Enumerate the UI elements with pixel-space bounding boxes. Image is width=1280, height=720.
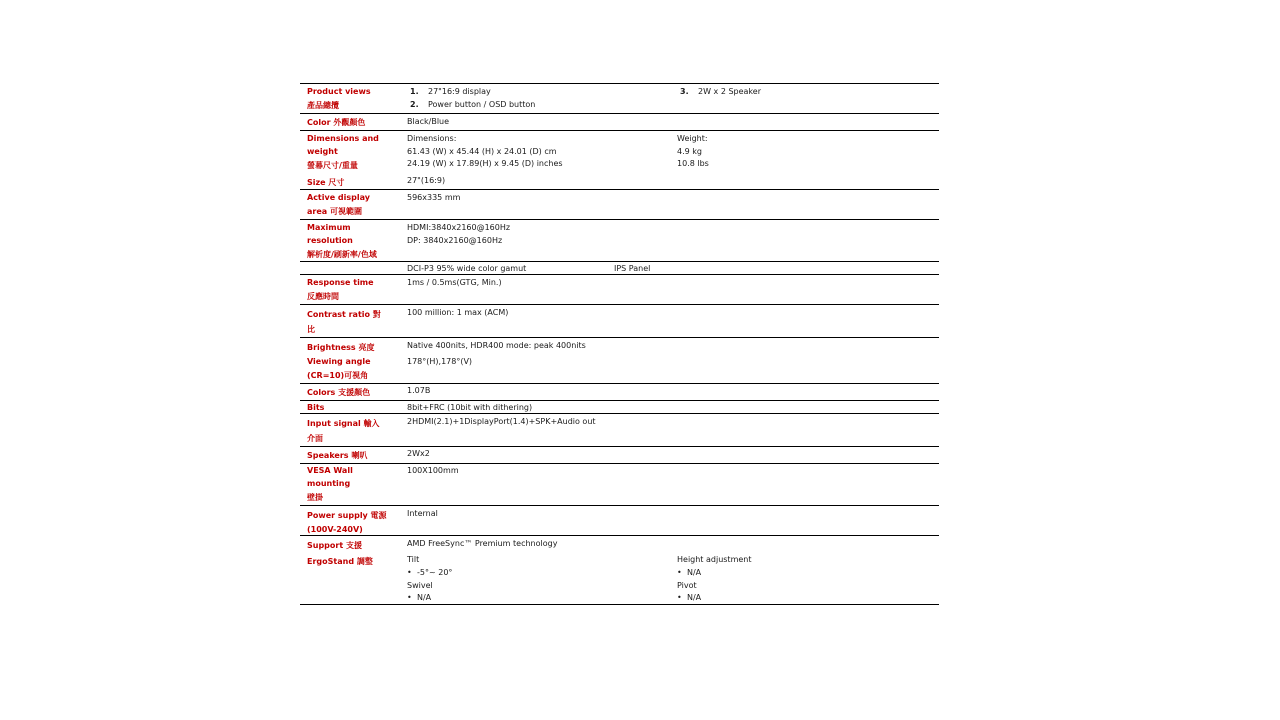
input-signal-label: Input signal 輸入 (307, 419, 380, 428)
dimensions-label-zh: 螢幕尺寸/重量 (307, 161, 358, 170)
power-supply-value: Internal (407, 509, 438, 518)
bits-label: Bits (307, 403, 325, 412)
row-product-views (300, 84, 939, 112)
item-number: 1. (410, 87, 419, 96)
dimensions-label: Dimensions and (307, 134, 379, 143)
brightness-value: Native 400nits, HDR400 mode: peak 400nits (407, 341, 586, 350)
bullet-icon: • (677, 568, 682, 577)
height-item (677, 566, 701, 579)
product-views-label-zh: 產品總攬 (307, 101, 339, 110)
max-resolution-label-zh: 解析度/刷新率/色域 (307, 250, 377, 259)
bullet-icon: • (407, 568, 412, 577)
vesa-label: VESA Wall (307, 466, 353, 475)
max-resolution-label: resolution (307, 236, 353, 245)
support-value: AMD FreeSync™ Premium technology (407, 539, 558, 548)
bullet-icon: • (407, 593, 412, 602)
swivel-value: N/A (417, 593, 432, 602)
active-area-label: area 可視範圍 (307, 207, 362, 216)
pivot-item (677, 591, 701, 604)
vesa-value: 100X100mm (407, 466, 459, 475)
height-adjustment-value: N/A (687, 568, 702, 577)
vesa-label-zh: 壁掛 (307, 493, 323, 502)
viewing-angle-label: Viewing angle (307, 357, 371, 366)
dimensions-label: weight (307, 147, 338, 156)
response-time-value: 1ms / 0.5ms(GTG, Min.) (407, 278, 502, 287)
colors-value: 1.07B (407, 386, 431, 395)
row-gamut (300, 261, 939, 274)
weight-lbs: 10.8 lbs (677, 159, 709, 168)
row-input-signal (300, 413, 939, 446)
row-vesa (300, 463, 939, 505)
pivot-title: Pivot (677, 581, 697, 590)
input-signal-label: 介面 (307, 434, 323, 443)
viewing-angle-value: 178°(H),178°(V) (407, 357, 473, 366)
dimensions-cm: 61.43 (W) x 45.44 (H) x 24.01 (D) cm (407, 147, 557, 156)
dp-resolution: DP: 3840x2160@160Hz (407, 236, 503, 245)
size-label: Size 尺寸 (307, 178, 345, 187)
swivel-item (407, 591, 431, 604)
contrast-label: Contrast ratio 對 (307, 310, 381, 319)
weight-kg: 4.9 kg (677, 147, 702, 156)
dimensions-inches: 24.19 (W) x 17.89(H) x 9.45 (D) inches (407, 159, 563, 168)
color-value: Black/Blue (407, 117, 450, 126)
panel-type: IPS Panel (614, 264, 651, 273)
item-number: 2. (410, 100, 419, 109)
row-max-resolution (300, 219, 939, 261)
bullet-icon: • (677, 593, 682, 602)
hdmi-resolution: HDMI:3840x2160@160Hz (407, 223, 511, 232)
row-speakers (300, 446, 939, 463)
response-time-label-zh: 反應時間 (307, 292, 339, 301)
dimensions-title: Dimensions: (407, 134, 457, 143)
row-power-supply (300, 505, 939, 535)
swivel-title: Swivel (407, 581, 433, 590)
row-dimensions (300, 130, 939, 189)
contrast-value: 100 million: 1 max (ACM) (407, 308, 509, 317)
product-view-item: 27"16:9 display (428, 87, 491, 96)
active-area-label: Active display (307, 193, 370, 202)
color-label: Color 外觀顏色 (307, 118, 366, 127)
product-views-label: Product views (307, 87, 371, 96)
tilt-title: Tilt (407, 555, 420, 564)
tilt-value: -5°~ 20° (417, 568, 453, 577)
product-view-item: Power button / OSD button (428, 100, 536, 109)
weight-title: Weight: (677, 134, 708, 143)
size-value: 27"(16:9) (407, 176, 446, 185)
power-supply-label: Power supply 電源 (307, 511, 387, 520)
row-colors (300, 383, 939, 400)
height-adjustment-title: Height adjustment (677, 555, 752, 564)
input-signal-value: 2HDMI(2.1)+1DisplayPort(1.4)+SPK+Audio out (407, 417, 596, 426)
pivot-value: N/A (687, 593, 702, 602)
brightness-label: Brightness 亮度 (307, 343, 375, 352)
product-view-item: 2W x 2 Speaker (698, 87, 761, 96)
speakers-value: 2Wx2 (407, 449, 430, 458)
vesa-label: mounting (307, 479, 351, 488)
tilt-item (407, 566, 452, 579)
row-color (300, 113, 939, 130)
power-supply-label: (100V-240V) (307, 525, 363, 534)
support-label: Support 支援 (307, 541, 362, 550)
row-support-ergostand (300, 535, 939, 604)
row-contrast (300, 304, 939, 337)
row-brightness (300, 337, 939, 383)
row-bits (300, 400, 939, 413)
max-resolution-label: Maximum (307, 223, 351, 232)
speakers-label: Speakers 喇叭 (307, 451, 368, 460)
colors-label: Colors 支援顏色 (307, 388, 371, 397)
bits-value: 8bit+FRC (10bit with dithering) (407, 403, 533, 412)
contrast-label: 比 (307, 325, 315, 334)
row-active-area (300, 189, 939, 219)
gamut-value: DCI-P3 95% wide color gamut (407, 264, 527, 273)
viewing-angle-label: (CR=10)可視角 (307, 371, 369, 380)
ergostand-label: ErgoStand 調整 (307, 557, 373, 566)
item-number: 3. (680, 87, 689, 96)
spec-sheet-table (300, 83, 939, 605)
response-time-label: Response time (307, 278, 374, 287)
row-response-time (300, 274, 939, 304)
active-area-value: 596x335 mm (407, 193, 461, 202)
